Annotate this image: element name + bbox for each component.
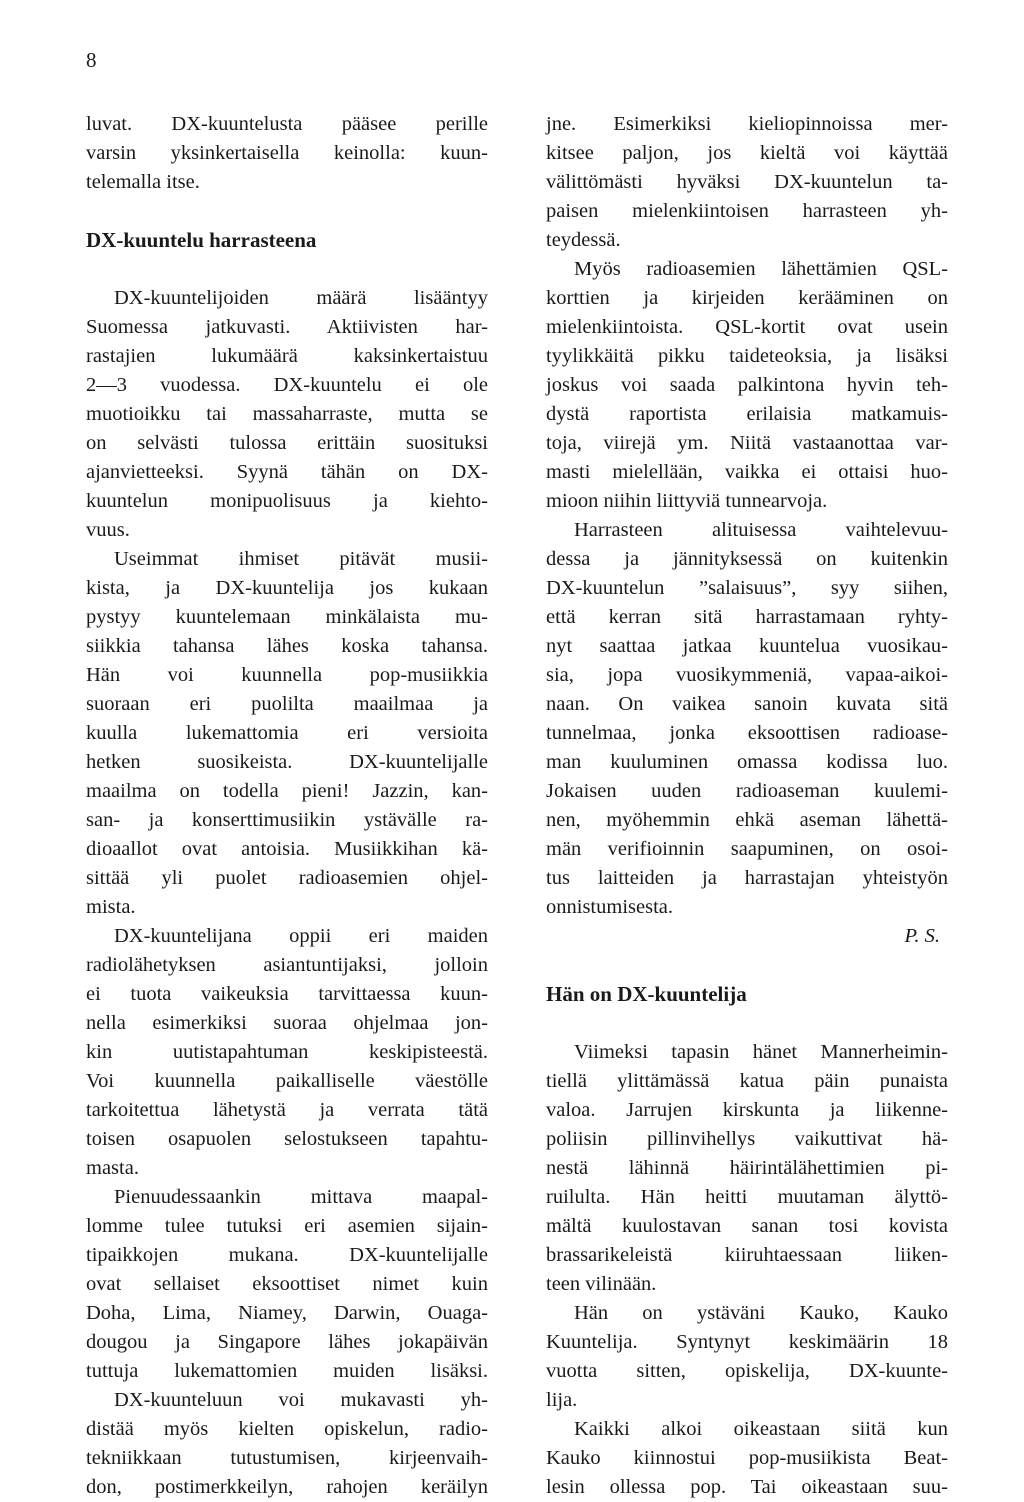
text-line: distää myös kielten opiskelun, radio- (86, 1418, 488, 1440)
text-line: vuotta sitten, opiskelija, DX-kuunte- (546, 1360, 948, 1382)
text-line: valoa. Jarrujen kirskunta ja liikenne- (546, 1099, 948, 1121)
text-line: mioon niihin liittyviä tunnearvoja. (546, 490, 828, 512)
text-line: brassarikeleistä kiiruhtaessaan liiken- (546, 1244, 948, 1266)
text-line: teen vilinään. (546, 1273, 657, 1295)
text-line: masti mielellään, vaikka ei ottaisi huo- (546, 461, 948, 483)
text-line: naan. On vaikea sanoin kuvata sitä (546, 693, 948, 715)
text-line: män verifioinnin saapuminen, on osoi- (546, 838, 948, 860)
text-line: toja, viirejä ym. Niitä vastaanottaa var- (546, 432, 948, 454)
text-line: lomme tulee tutuksi eri asemien sijain- (86, 1215, 488, 1237)
spacer (546, 1009, 948, 1038)
text-line: dioaallot ovat antoisia. Musiikkihan kä- (86, 838, 488, 860)
text-line: kista, ja DX-kuuntelija jos kukaan (86, 577, 488, 599)
text-line: mielenkiintoista. QSL-kortit ovat usein (546, 316, 948, 338)
text-line: korttien ja kirjeiden kerääminen on (546, 287, 948, 309)
text-line: lija. (546, 1389, 578, 1411)
text-line: don, postimerkkeilyn, rahojen keräilyn (86, 1476, 488, 1498)
text-line: lesin ollessa pop. Tai oikeastaan suu- (546, 1476, 948, 1498)
text-line: 2—3 vuodessa. DX-kuuntelu ei ole (86, 374, 488, 396)
text-line: Myös radioasemien lähettämien QSL- (574, 258, 948, 280)
text-line: ovat sellaiset eksoottiset nimet kuin (86, 1273, 488, 1295)
text-line: mista. (86, 896, 136, 918)
text-line: ajanvietteeksi. Syynä tähän on DX- (86, 461, 488, 483)
text-line: tus laitteiden ja harrastajan yhteistyön (546, 867, 948, 889)
text-line: masta. (86, 1157, 139, 1179)
text-line: varsin yksinkertaisella keinolla: kuun- (86, 142, 488, 164)
text-line: Kaikki alkoi oikeastaan siitä kun (574, 1418, 948, 1440)
text-line: Doha, Lima, Niamey, Darwin, Ouaga- (86, 1302, 488, 1324)
text-line: nyt saattaa jatkaa kuuntelua vuosikau- (546, 635, 948, 657)
text-line: Useimmat ihmiset pitävät musii- (114, 548, 488, 570)
text-line: tuttuja lukemattomien muiden lisäksi. (86, 1360, 488, 1382)
text-line: nen, myöhemmin ehkä aseman lähettä- (546, 809, 948, 831)
text-line: sia, jopa vuosikymmeniä, vapaa-aikoi- (546, 664, 948, 686)
text-line: ruilulta. Hän heitti muutaman älyttö- (546, 1186, 948, 1208)
text-line: ei tuota vaikeuksia tarvittaessa kuun- (86, 983, 488, 1005)
text-line: man kuuluminen omassa kodissa luo. (546, 751, 948, 773)
text-line: rastajien lukumäärä kaksinkertaistuu (86, 345, 488, 367)
text-line: kuuntelun monipuolisuus ja kiehto- (86, 490, 488, 512)
text-line: nella esimerkiksi suoraa ohjelmaa jon- (86, 1012, 488, 1034)
text-line: siikkia tahansa lähes koska tahansa. (86, 635, 488, 657)
section-heading: DX-kuuntelu harrasteena (86, 228, 317, 252)
text-line: maailma on todella pieni! Jazzin, kan- (86, 780, 488, 802)
text-line: poliisin pillinvihellys vaikuttivat hä- (546, 1128, 948, 1150)
signature: P. S. (904, 925, 940, 947)
text-line: paisen mielenkiintoisen harrasteen yh- (546, 200, 948, 222)
right-text-column (546, 110, 948, 1502)
spacer (86, 255, 488, 284)
text-line: suoraan eri puolilta maailmaa ja (86, 693, 488, 715)
text-line: Jokaisen uuden radioaseman kuulemi- (546, 780, 948, 802)
text-line: tyylikkäitä pikku taideteoksia, ja lisäksi (546, 345, 948, 367)
text-line: DX-kuuntelijana oppii eri maiden (114, 925, 488, 947)
text-line: välittömästi hyväksi DX-kuuntelun ta- (546, 171, 948, 193)
spacer (86, 197, 488, 226)
page-number: 8 (86, 48, 97, 72)
text-line: joskus voi saada palkintona hyvin teh- (546, 374, 948, 396)
text-line: Kuuntelija. Syntynyt keskimäärin 18 (546, 1331, 948, 1353)
text-line: teydessä. (546, 229, 621, 251)
text-line: Suomessa jatkuvasti. Aktiivisten har- (86, 316, 488, 338)
text-line: kuulla lukemattomia eri versioita (86, 722, 488, 744)
text-line: DX-kuunteluun voi mukavasti yh- (114, 1389, 488, 1411)
text-line: tarkoitettua lähetystä ja verrata tätä (86, 1099, 488, 1121)
text-line: tunnelmaa, jonka eksoottisen radioase- (546, 722, 948, 744)
text-line: nestä lähinnä häirintälähettimien pi- (546, 1157, 948, 1179)
text-line: kin uutistapahtuman keskipisteestä. (86, 1041, 488, 1063)
text-line: telemalla itse. (86, 171, 200, 193)
text-line: dessa ja jännityksessä on kuitenkin (546, 548, 948, 570)
text-line: pystyy kuuntelemaan minkälaista mu- (86, 606, 488, 628)
text-line: Hän on ystäväni Kauko, Kauko (574, 1302, 948, 1324)
text-line: Harrasteen alituisessa vaihtelevuu- (574, 519, 948, 541)
text-line: hetken suosikeista. DX-kuuntelijalle (86, 751, 488, 773)
text-line: DX-kuuntelijoiden määrä lisääntyy (114, 287, 488, 309)
text-line: että kerran sitä harrastamaan ryhty- (546, 606, 948, 628)
text-line: tiellä ylittämässä katua päin punaista (546, 1070, 948, 1092)
text-line: radiolähetyksen asiantuntijaksi, jolloin (86, 954, 488, 976)
text-line: mältä kuulostavan sanan tosi kovista (546, 1215, 948, 1237)
text-line: dystä raportista erilaisia matkamuis- (546, 403, 948, 425)
text-line: on selvästi tulossa erittäin suosituksi (86, 432, 488, 454)
text-line: tekniikkaan tutustumisen, kirjeenvaih- (86, 1447, 488, 1469)
text-line: Hän voi kuunnella pop-musiikkia (86, 664, 488, 686)
text-line: toisen osapuolen selostukseen tapahtu- (86, 1128, 488, 1150)
text-line: kitsee paljon, jos kieltä voi käyttää (546, 142, 948, 164)
text-line: tipaikkojen mukana. DX-kuuntelijalle (86, 1244, 488, 1266)
text-line: Kauko kiinnostui pop-musiikista Beat- (546, 1447, 948, 1469)
text-line: vuus. (86, 519, 130, 541)
text-line: san- ja konserttimusiikin ystävälle ra- (86, 809, 488, 831)
text-line: Pienuudessaankin mittava maapal- (114, 1186, 488, 1208)
spacer (546, 951, 948, 980)
text-line: luvat. DX-kuuntelusta pääsee perille (86, 113, 488, 135)
text-line: dougou ja Singapore lähes jokapäivän (86, 1331, 488, 1353)
text-line: Voi kuunnella paikalliselle väestölle (86, 1070, 488, 1092)
left-text-column (86, 110, 488, 1502)
section-heading: Hän on DX-kuuntelija (546, 982, 747, 1006)
text-line: onnistumisesta. (546, 896, 673, 918)
text-line: jne. Esimerkiksi kieliopinnoissa mer- (546, 113, 948, 135)
text-line: DX-kuuntelun ”salaisuus”, syy siihen, (546, 577, 948, 599)
text-line: muotioikku tai massaharraste, mutta se (86, 403, 488, 425)
text-line: Viimeksi tapasin hänet Mannerheimin- (574, 1041, 948, 1063)
text-line: sittää yli puolet radioasemien ohjel- (86, 867, 488, 889)
